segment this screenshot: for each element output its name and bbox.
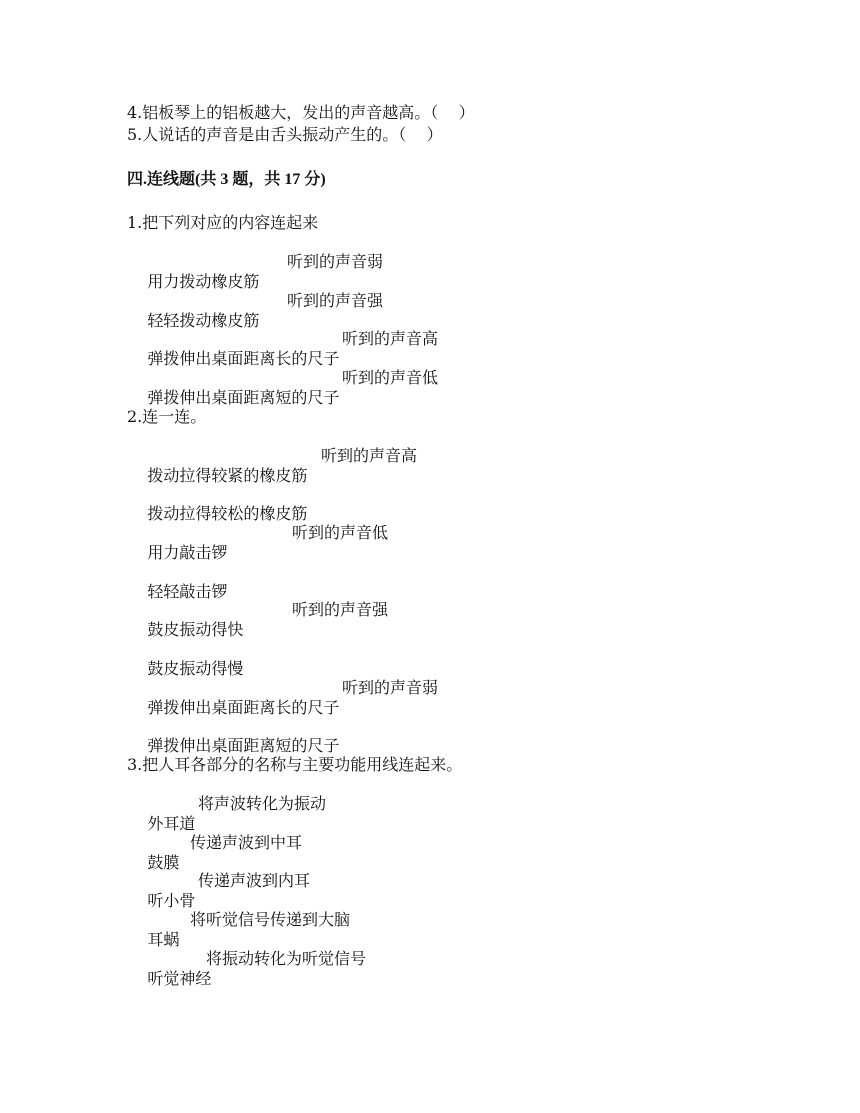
q3-row-2-right: 传递声波到中耳 (190, 833, 303, 852)
q1-row-1-left: 用力拨动橡皮筋 (147, 272, 260, 291)
question-1-prompt: 1.把下列对应的内容连起来 (127, 213, 319, 232)
judgement-question-4: 4.铝板琴上的铝板越大，发出的声音越高。（ ） (127, 103, 475, 122)
q3-row-4-left: 耳蜗 (147, 930, 180, 949)
section-heading: 四.连线题(共 3 题，共 17 分) (127, 171, 326, 188)
q1-row-4-right: 听到的声音低 (342, 368, 439, 387)
q3-row-5-left: 听觉神经 (147, 969, 212, 988)
q2-row-7-right: 听到的声音弱 (342, 678, 439, 697)
q1-row-3-right: 听到的声音高 (342, 329, 439, 348)
q3-row-3-left: 听小骨 (147, 891, 196, 910)
q1-row-1-right: 听到的声音弱 (287, 252, 384, 271)
q2-row-1-left: 拨动拉得较紧的橡皮筋 (147, 466, 308, 485)
q2-row-3-left: 用力敲击锣 (147, 543, 228, 562)
q1-row-3-left: 弹拨伸出桌面距离长的尺子 (147, 349, 340, 368)
q2-row-6-left: 鼓皮振动得慢 (147, 659, 244, 678)
q3-row-3-right: 传递声波到内耳 (198, 871, 311, 890)
q1-row-2-right: 听到的声音强 (287, 291, 384, 310)
q3-row-5-right: 将振动转化为听觉信号 (206, 949, 367, 968)
q2-row-5-right: 听到的声音强 (292, 600, 389, 619)
q2-row-7-left: 弹拨伸出桌面距离长的尺子 (147, 698, 340, 717)
q1-row-2-left: 轻轻拨动橡皮筋 (147, 311, 260, 330)
q3-row-1-left: 外耳道 (147, 814, 196, 833)
q3-row-2-left: 鼓膜 (147, 853, 180, 872)
q2-row-1-right: 听到的声音高 (321, 446, 418, 465)
judgement-question-5: 5.人说话的声音是由舌头振动产生的。（ ） (127, 125, 443, 144)
q2-row-2-left: 拨动拉得较松的橡皮筋 (147, 504, 308, 523)
q2-row-4-left: 轻轻敲击锣 (147, 582, 228, 601)
question-3-prompt: 3.把人耳各部分的名称与主要功能用线连起来。 (127, 755, 463, 774)
q1-row-4-left: 弹拨伸出桌面距离短的尺子 (147, 388, 340, 407)
q2-row-3-right: 听到的声音低 (292, 523, 389, 542)
question-2-prompt: 2.连一连。 (127, 407, 207, 426)
q2-row-5-left: 鼓皮振动得快 (147, 620, 244, 639)
q2-row-8-left: 弹拨伸出桌面距离短的尺子 (147, 736, 340, 755)
q3-row-1-right: 将声波转化为振动 (198, 794, 327, 813)
q3-row-5 (127, 949, 367, 1029)
q3-row-4-right: 将听觉信号传递到大脑 (190, 910, 351, 929)
